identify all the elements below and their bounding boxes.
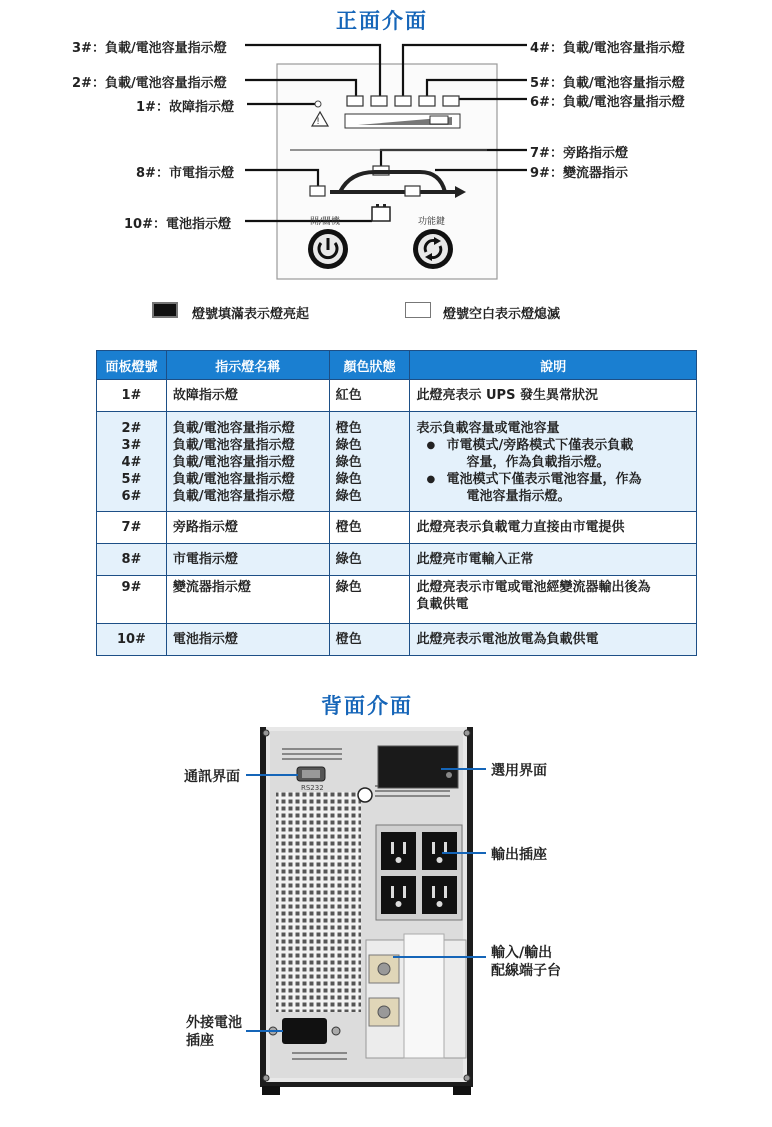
ext-battery-label-line1: 外接電池 — [186, 1015, 242, 1031]
table-row: 1# 故障指示燈 紅色 此燈亮表示 UPS 發生異常狀況 — [97, 380, 697, 412]
legend-filled-swatch — [152, 302, 178, 318]
table-header: 指示燈名稱 — [166, 351, 329, 380]
rear-panel-diagram — [0, 700, 772, 1127]
legend-empty-label: 燈號空白表示燈熄滅 — [443, 307, 561, 322]
table-row: 8# 市電指示燈 綠色 此燈亮市電輸入正常 — [97, 544, 697, 576]
label-8: 8#：市電指示燈 — [136, 166, 234, 181]
ext-battery-label-line2: 插座 — [186, 1033, 214, 1049]
power-button-label: 開/關機 — [310, 217, 341, 227]
output-socket-label: 輸出插座 — [491, 847, 547, 863]
legend-empty-swatch — [405, 302, 431, 318]
fault-led — [315, 101, 321, 107]
table-header: 顏色狀態 — [329, 351, 410, 380]
table-header: 面板燈號 — [97, 351, 167, 380]
table-row: 10# 電池指示燈 橙色 此燈亮表示電池放電為負載供電 — [97, 624, 697, 656]
label-4: 4#：負載/電池容量指示燈 — [530, 41, 685, 56]
label-10: 10#：電池指示燈 — [124, 217, 231, 232]
battery-led — [372, 207, 390, 221]
label-3: 3#：負載/電池容量指示燈 — [72, 41, 227, 56]
label-7: 7#：旁路指示燈 — [530, 146, 628, 161]
label-9: 9#：變流器指示 — [530, 166, 628, 181]
label-2: 2#：負載/電池容量指示燈 — [72, 76, 227, 91]
optional-interface-label: 選用界面 — [491, 763, 547, 779]
table-header: 說明 — [410, 351, 697, 380]
rear-title: 背面介面 — [321, 694, 413, 718]
label-5: 5#：負載/電池容量指示燈 — [530, 76, 685, 91]
terminal-label-line1: 輸入/輸出 — [491, 945, 553, 961]
svg-text:!: ! — [316, 117, 320, 127]
function-button-label: 功能鍵 — [418, 217, 446, 227]
indicator-table — [96, 350, 697, 656]
battery-socket — [282, 1018, 327, 1044]
table-row: 2# 3# 4# 5# 6# 負載/電池容量指示燈 負載/電池容量指示燈 負載/電池容量指示燈 負載/電池容量指示燈 負載/電池容量指示燈 橙色 綠色 綠色 綠色 綠色 表示負載容量或電池容量 ● 市電模式/旁路模式下僅表示負載 容量，作為負載指示燈。 ● 電池模式下僅表示電池容量，作為 電池容量指示燈。 — [97, 412, 697, 512]
label-6: 6#：負載/電池容量指示燈 — [530, 95, 685, 110]
label-1: 1#：故障指示燈 — [136, 100, 234, 115]
rs232-label: RS232 — [301, 784, 324, 792]
comm-interface-label: 通訊界面 — [184, 769, 240, 785]
legend-filled-label: 燈號填滿表示燈亮起 — [192, 307, 310, 322]
front-title: 正面介面 — [336, 9, 428, 33]
optional-slot — [378, 746, 458, 788]
table-row: 7# 旁路指示燈 橙色 此燈亮表示負載電力直接由市電提供 — [97, 512, 697, 544]
terminal-label-line2: 配線端子台 — [491, 963, 561, 979]
table-row: 9# 變流器指示燈 綠色 此燈亮表示市電或電池經變流器輸出後為 負載供電 — [97, 576, 697, 624]
table-header-row — [97, 351, 697, 380]
